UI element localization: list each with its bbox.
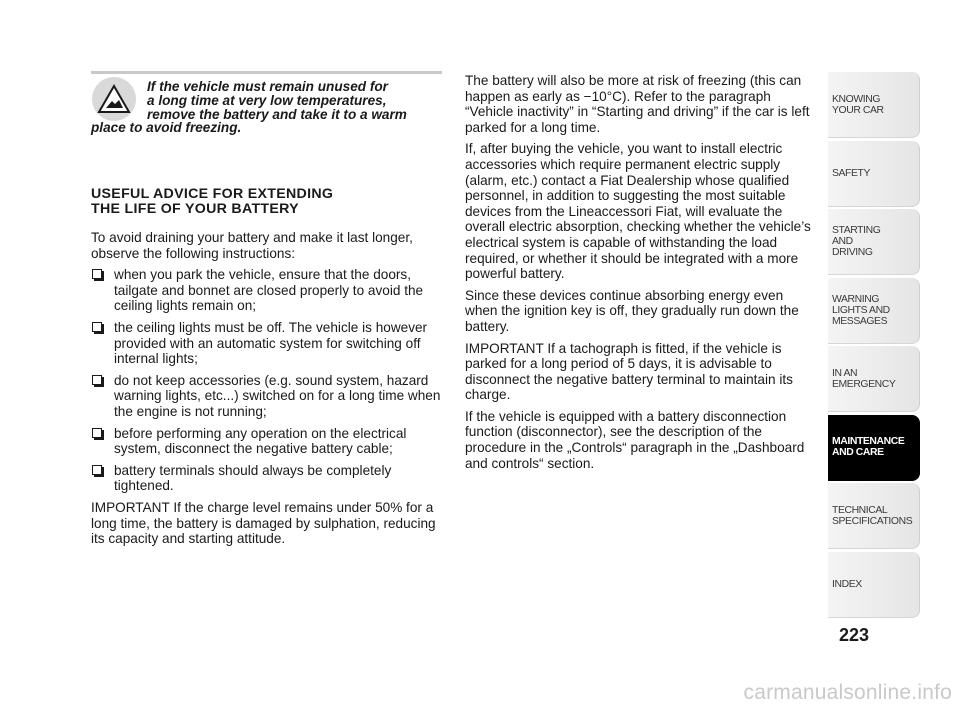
advice-list (91, 267, 443, 494)
tab-label: TECHNICAL SPECIFICATIONS (832, 504, 913, 527)
paragraph: If, after buying the vehicle, you want to install electric accessories which require permanent electric supply (alarm, etc.) contact a Fiat Dealership whose qualified personnel, in addition to suggesting the most suitable devices from the Lineaccessori Fiat, will evaluate the overall electric absorption, checking whether the vehicle’s electrical system is capable of withstanding the load required, or whether it should be integrated with a more powerful battery. (465, 141, 811, 282)
tab-knowing-your-car[interactable] (828, 72, 920, 138)
tab-label: IN AN EMERGENCY (832, 367, 896, 390)
chapter-tabs (828, 72, 920, 620)
list-item-text: when you park the vehicle, ensure that the doors, tailgate and bonnet are closed properly to avoid the ceiling lights remain on; (114, 267, 424, 314)
list-item (91, 426, 443, 457)
tab-index[interactable] (828, 552, 920, 618)
list-item-text: the ceiling lights must be off. The vehicle is however provided with an automatic system for switching off internal lights; (114, 319, 428, 367)
watermark: carmanualsonline.info (743, 681, 952, 704)
tab-label: INDEX (832, 578, 862, 590)
list-item-text: battery terminals should always be completely tightened. (114, 462, 392, 494)
list-item (91, 320, 443, 367)
checkbox-bullet-icon (92, 269, 102, 279)
warning-top-rule (91, 71, 442, 74)
tab-starting-and-driving[interactable] (828, 209, 920, 275)
warning-line-1: If the vehicle must remain unused for (147, 79, 388, 94)
checkbox-bullet-icon (92, 428, 102, 438)
section-heading-line-2: THE LIFE OF YOUR BATTERY (91, 201, 299, 217)
checkbox-bullet-icon (92, 375, 102, 385)
tab-label: KNOWING YOUR CAR (832, 93, 884, 116)
left-column (91, 230, 443, 553)
section-heading (91, 187, 431, 217)
paragraph: If the vehicle is equipped with a battery disconnection function (disconnector), see the description of the procedure in the „Controls“ paragraph in the „Dashboard and controls“ section. (465, 408, 805, 471)
tab-in-an-emergency[interactable] (828, 346, 920, 412)
intro-paragraph: To avoid draining your battery and make it last longer, observe the following instructions: (91, 230, 413, 261)
important-note: IMPORTANT If the charge level remains under 50% for a long time, the battery is damaged by sulphation, reducing its capacity and starting attitude. (91, 499, 436, 547)
list-item-text: before performing any operation on the electrical system, disconnect the negative battery cable; (114, 425, 407, 457)
paragraph: IMPORTANT If a tachograph is fitted, if the vehicle is parked for a long period of 5 days, it is advisable to disconnect the negative battery terminal to maintain its charge. (465, 340, 793, 403)
checkbox-bullet-icon (92, 465, 102, 475)
section-heading-line-1: USEFUL ADVICE FOR EXTENDING (91, 186, 334, 202)
warning-line-2: a long time at very low temperatures, (147, 92, 387, 108)
tab-maintenance-and-care[interactable] (828, 415, 920, 481)
tab-label: STARTING AND DRIVING (832, 225, 881, 258)
warning-line-3: remove the battery and take it to a warm (147, 106, 407, 122)
tab-label: MAINTENANCE AND CARE (832, 436, 905, 458)
page-number: 223 (838, 625, 870, 645)
list-item-text: do not keep accessories (e.g. sound system, hazard warning lights, etc...) switched on for a long time when the engine is not running; (114, 372, 441, 419)
tab-warning-lights-and-messages[interactable] (828, 278, 920, 344)
tab-safety[interactable] (828, 141, 920, 207)
tab-label: SAFETY (832, 167, 871, 179)
list-item (91, 463, 443, 494)
right-column (465, 73, 817, 477)
tab-label: WARNING LIGHTS AND MESSAGES (832, 293, 890, 327)
warning-note (91, 80, 443, 135)
warning-line-4: place to avoid freezing. (91, 120, 242, 136)
paragraph: The battery will also be more at risk of freezing (this can happen as early as −10°C). Refer to the paragraph “Vehicle inactivity” in “Starting and driving” if the car is left parked for a long time. (465, 73, 810, 135)
checkbox-bullet-icon (92, 322, 102, 332)
tab-technical-specifications[interactable] (828, 483, 920, 549)
paragraph: Since these devices continue absorbing energy even when the ignition key is off, they gradually run down the battery. (465, 287, 799, 334)
list-item (91, 373, 443, 420)
list-item (91, 267, 443, 314)
